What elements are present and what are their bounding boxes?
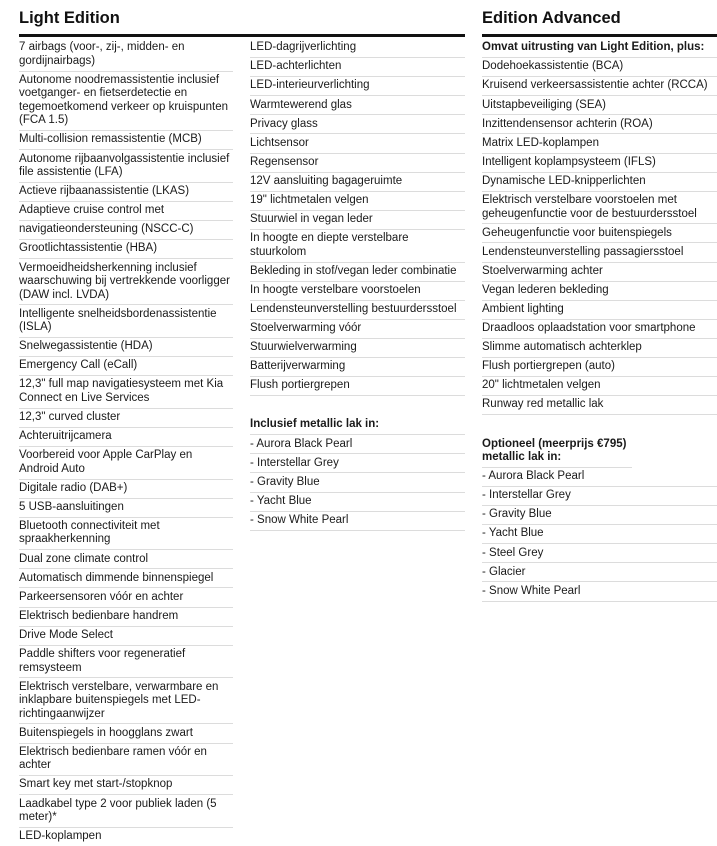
list-item: In hoogte en diepte verstelbare stuurkolom xyxy=(250,230,465,263)
light-edition-col1 xyxy=(19,39,233,846)
list-item: Dodehoekassistentie (BCA) xyxy=(482,58,717,77)
list-item: In hoogte verstelbare voorstoelen xyxy=(250,282,465,301)
paint-item: - Glacier xyxy=(482,563,717,582)
paint-item: - Yacht Blue xyxy=(482,525,717,544)
list-item: Elektrisch verstelbare, verwarmbare en inklapbare buitenspiegels met LED-richtingaanwijzer xyxy=(19,678,233,724)
list-item: Geheugenfunctie voor buitenspiegels xyxy=(482,224,717,243)
list-item: 12,3" curved cluster xyxy=(19,409,233,428)
list-item: Adaptieve cruise control met xyxy=(19,202,233,221)
list-item: Achteruitrijcamera xyxy=(19,428,233,447)
list-item: Lendensteunverstelling passagiersstoel xyxy=(482,243,717,262)
list-item: Autonome noodremassistentie inclusief voetganger- en fietserdetectie en tegemoetkomend verkeer op kruispunten (FCA 1.5) xyxy=(19,72,233,132)
list-item: Ambient lighting xyxy=(482,301,717,320)
list-item: Snelwegassistentie (HDA) xyxy=(19,338,233,357)
list-item: Batterijverwarming xyxy=(250,358,465,377)
paint-item: - Snow White Pearl xyxy=(482,582,717,601)
list-item: Regensensor xyxy=(250,154,465,173)
list-item: Runway red metallic lak xyxy=(482,396,717,415)
paint-heading: Inclusief metallic lak in: xyxy=(250,416,465,435)
optional-paint-heading: Optioneel (meerprijs €795) metallic lak in: xyxy=(482,435,632,468)
paint-item: - Yacht Blue xyxy=(250,493,465,512)
list-item: LED-dagrijverlichting xyxy=(250,39,465,58)
spacer xyxy=(482,415,717,435)
advanced-rule xyxy=(482,34,717,37)
list-item: Vermoeidheidsherkenning inclusief waarschuwing bij vertrekkende voorligger (DAW incl. LVDA) xyxy=(19,259,233,305)
list-item: Uitstapbeveiliging (SEA) xyxy=(482,96,717,115)
list-item: Dual zone climate control xyxy=(19,550,233,569)
paint-item: - Aurora Black Pearl xyxy=(482,468,717,487)
advanced-col xyxy=(482,39,717,602)
paint-item: - Snow White Pearl xyxy=(250,512,465,531)
list-item: Parkeersensoren vóór en achter xyxy=(19,588,233,607)
list-item: LED-koplampen xyxy=(19,830,102,843)
advanced-intro: Omvat uitrusting van Light Edition, plus: xyxy=(482,39,717,58)
list-item: Elektrisch bedienbare handrem xyxy=(19,608,233,627)
list-item: Stoelverwarming achter xyxy=(482,263,717,282)
spacer xyxy=(250,396,465,416)
list-item: Flush portiergrepen (auto) xyxy=(482,358,717,377)
list-item: Dynamische LED-knipperlichten xyxy=(482,173,717,192)
list-item: Lendensteunverstelling bestuurdersstoel xyxy=(250,301,465,320)
list-item: Elektrisch verstelbare voorstoelen met geheugenfunctie voor de bestuurdersstoel xyxy=(482,192,717,225)
list-item: Buitenspiegels in hoogglans zwart xyxy=(19,724,233,743)
paint-item: - Gravity Blue xyxy=(250,473,465,492)
list-item: Slimme automatisch achterklep xyxy=(482,339,717,358)
list-item: Smart key met start-/stopknop xyxy=(19,776,233,795)
light-edition-rule xyxy=(19,34,465,37)
list-item: Intelligente snelheidsbordenassistentie (ISLA) xyxy=(19,305,233,338)
list-item: Multi-collision remassistentie (MCB) xyxy=(19,131,233,150)
list-item: LED-interieurverlichting xyxy=(250,77,465,96)
list-item: Elektrisch bedienbare ramen vóór en achter xyxy=(19,744,233,777)
list-item: Grootlichtassistentie (HBA) xyxy=(19,240,233,259)
list-item: 20" lichtmetalen velgen xyxy=(482,377,717,396)
light-edition-col2 xyxy=(250,39,465,531)
list-item: Matrix LED-koplampen xyxy=(482,134,717,153)
list-item: 7 airbags (voor-, zij-, midden- en gordijnairbags) xyxy=(19,39,233,72)
list-item: Bluetooth connectiviteit met spraakherkenning xyxy=(19,518,233,551)
advanced-title: Edition Advanced xyxy=(482,9,621,27)
list-item: Stuurwielverwarming xyxy=(250,339,465,358)
list-item: 19" lichtmetalen velgen xyxy=(250,192,465,211)
list-item: Actieve rijbaanassistentie (LKAS) xyxy=(19,183,233,202)
list-item: Autonome rijbaanvolgassistentie inclusief file assistentie (LFA) xyxy=(19,150,233,183)
list-item: Privacy glass xyxy=(250,115,465,134)
list-item: Automatisch dimmende binnenspiegel xyxy=(19,569,233,588)
list-item: Digitale radio (DAB+) xyxy=(19,480,233,499)
list-item: Laadkabel type 2 voor publiek laden (5 meter)* xyxy=(19,795,233,828)
list-item: Kruisend verkeersassistentie achter (RCCA) xyxy=(482,77,717,96)
list-item: Paddle shifters voor regeneratief remsysteem xyxy=(19,646,233,679)
list-item: Voorbereid voor Apple CarPlay en Android Auto xyxy=(19,447,233,480)
list-item: Flush portiergrepen xyxy=(250,377,465,396)
list-item: Inzittendensensor achterin (ROA) xyxy=(482,115,717,134)
list-item: Emergency Call (eCall) xyxy=(19,357,233,376)
paint-item: - Aurora Black Pearl xyxy=(250,435,465,454)
list-item: Intelligent koplampsysteem (IFLS) xyxy=(482,154,717,173)
list-item: Stuurwiel in vegan leder xyxy=(250,211,465,230)
list-item: LED-achterlichten xyxy=(250,58,465,77)
paint-item: - Gravity Blue xyxy=(482,506,717,525)
list-item: Vegan lederen bekleding xyxy=(482,282,717,301)
light-edition-title: Light Edition xyxy=(19,9,120,27)
paint-item: - Steel Grey xyxy=(482,544,717,563)
list-item: Stoelverwarming vóór xyxy=(250,320,465,339)
list-item: Drive Mode Select xyxy=(19,627,233,646)
paint-item: - Interstellar Grey xyxy=(250,454,465,473)
list-item: 5 USB-aansluitingen xyxy=(19,499,233,518)
list-item: navigatieondersteuning (NSCC-C) xyxy=(19,221,233,240)
list-item: 12,3" full map navigatiesysteem met Kia Connect en Live Services xyxy=(19,376,233,409)
list-item: Draadloos oplaadstation voor smartphone xyxy=(482,320,717,339)
list-item: 12V aansluiting bagageruimte xyxy=(250,173,465,192)
paint-item: - Interstellar Grey xyxy=(482,487,717,506)
list-item: Lichtsensor xyxy=(250,134,465,153)
list-item: Warmtewerend glas xyxy=(250,96,465,115)
list-item: Bekleding in stof/vegan leder combinatie xyxy=(250,263,465,282)
